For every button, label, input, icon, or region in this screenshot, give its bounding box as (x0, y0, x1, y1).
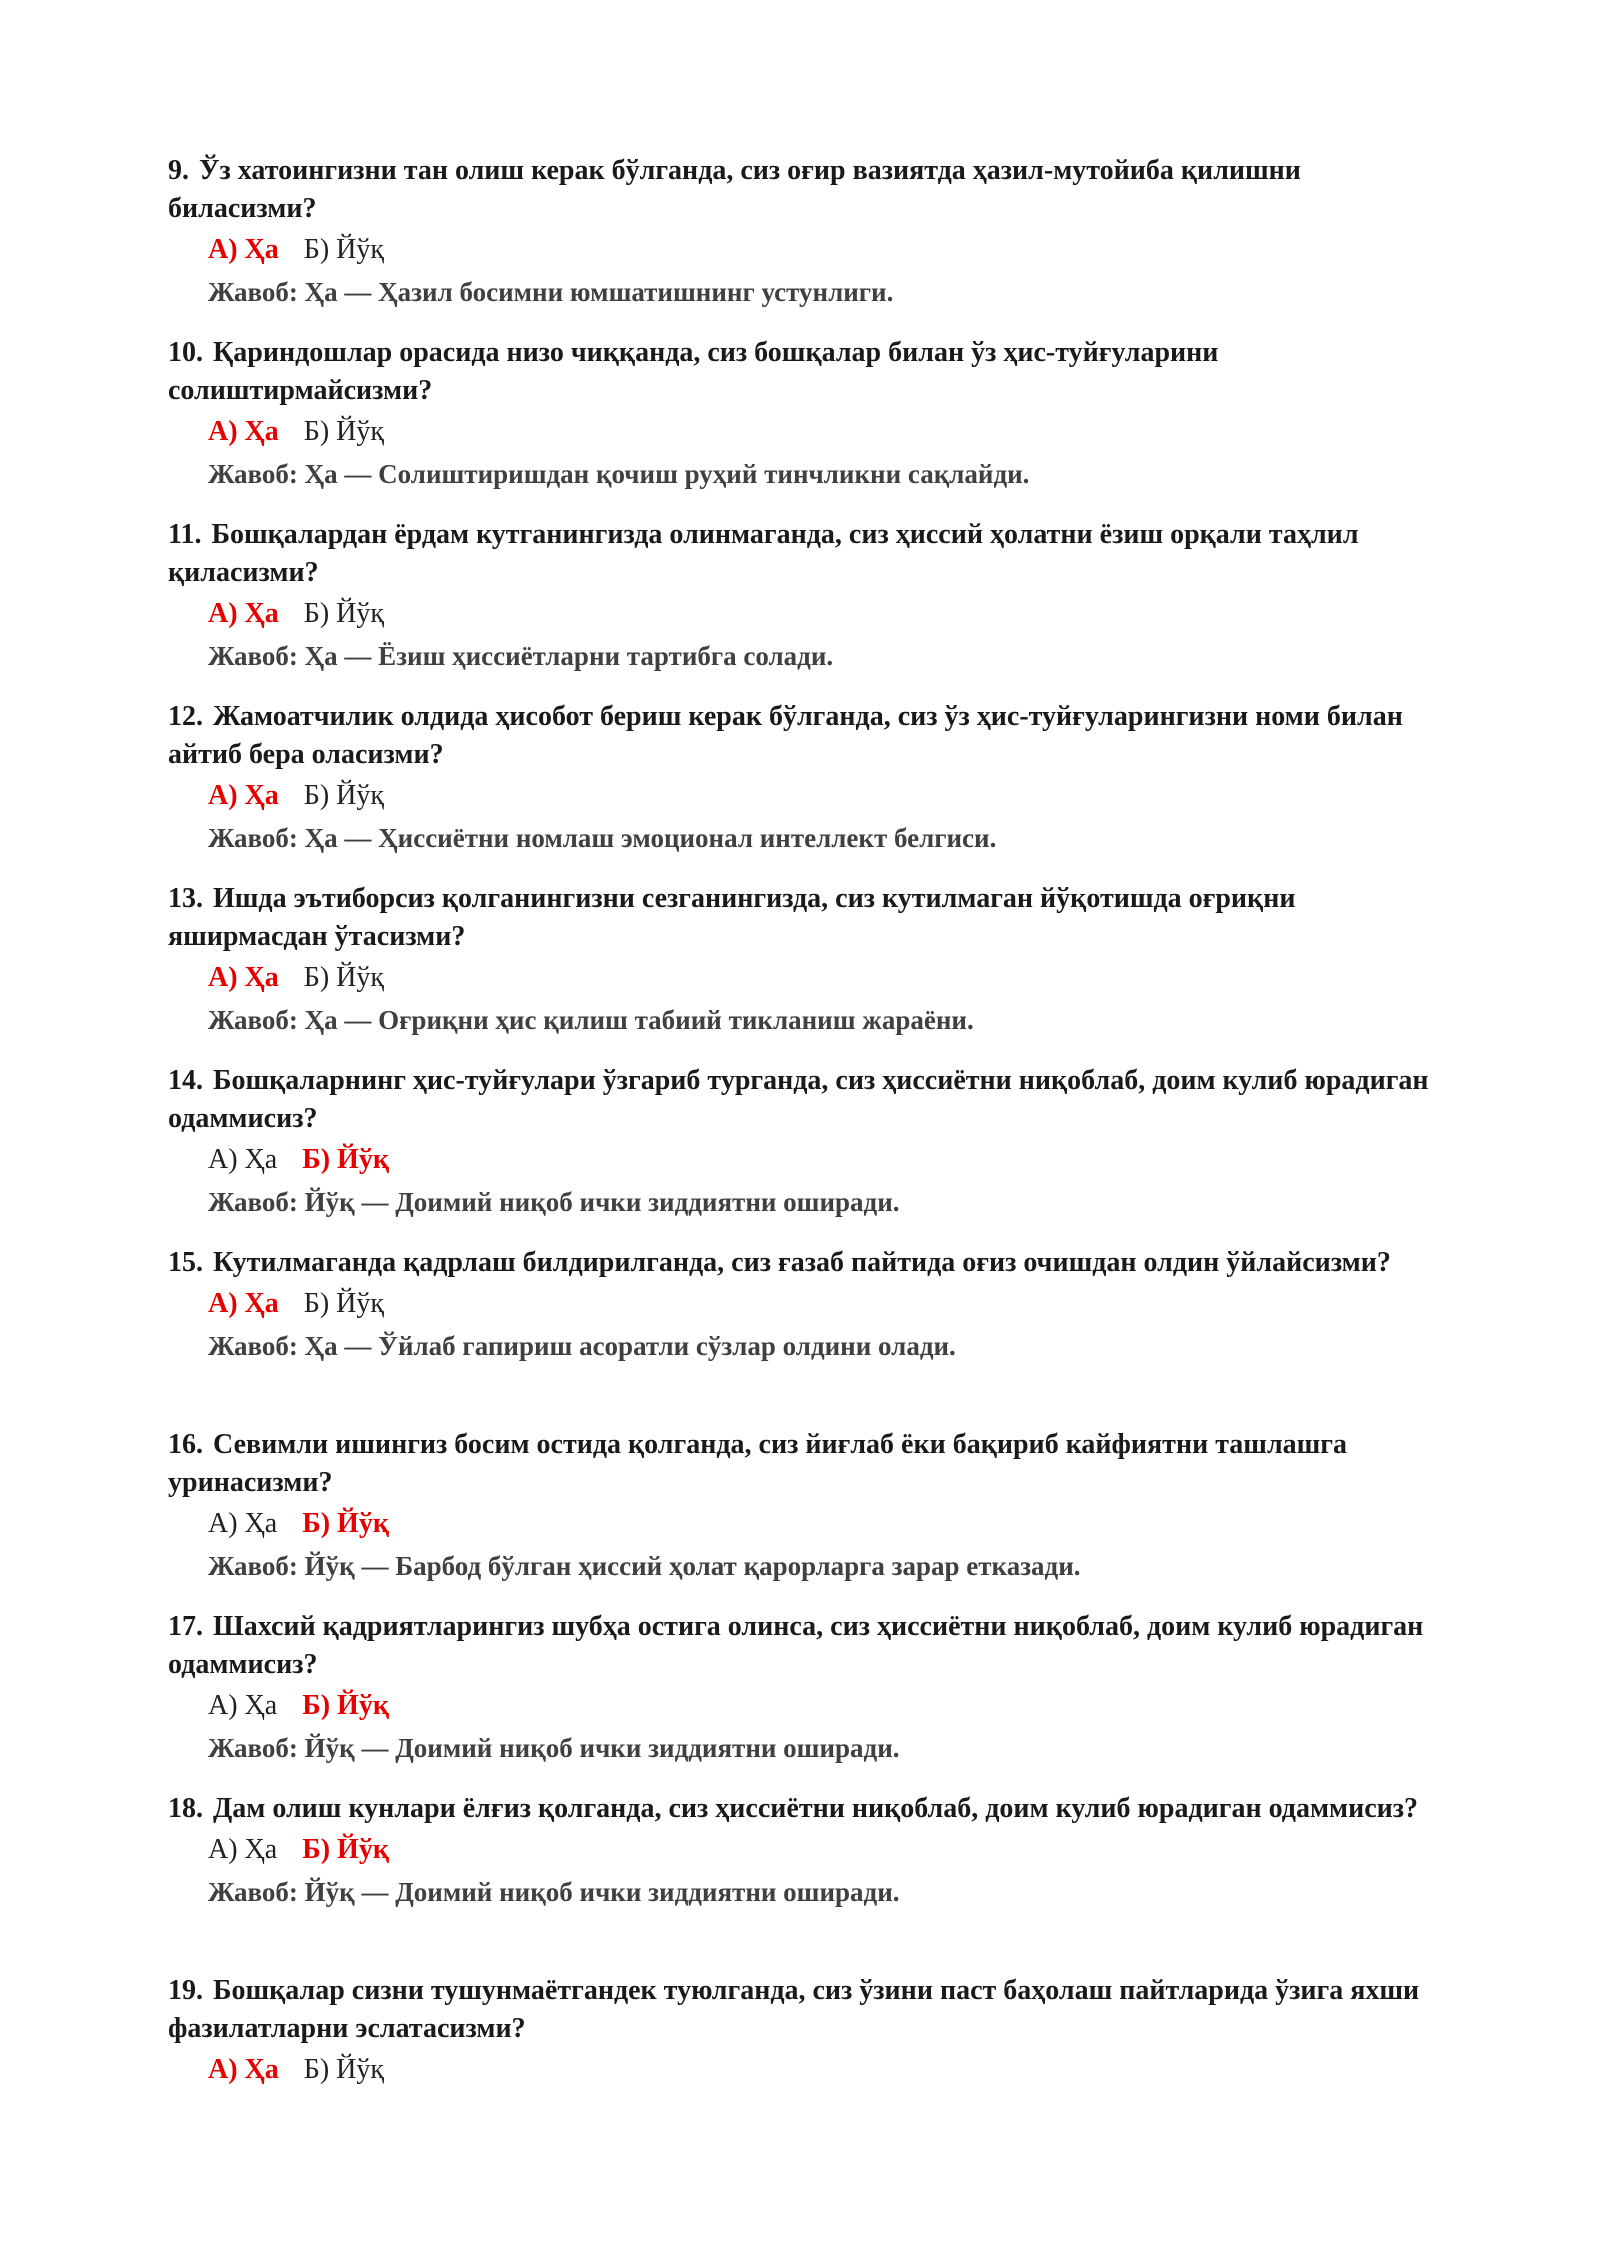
option-a: А) Ҳа (208, 1144, 278, 1175)
question-number: 12. (168, 701, 203, 732)
answer-explanation: Жавоб: Йўқ — Доимий ниқоб ички зиддиятни оширади. (208, 1733, 900, 1763)
answer-explanation: Жавоб: Ҳа — Ёзиш ҳиссиётларни тартибга солади. (208, 641, 834, 671)
question-item (168, 880, 1448, 1062)
question-body: Шахсий қадриятларингиз шубҳа остига олинса, сиз ҳиссиётни ниқоблаб, доим кулиб юрадиган одаммисиз? (168, 1611, 1424, 1680)
question-text (168, 334, 1448, 410)
answer-options (208, 412, 1448, 452)
answer-explanation: Жавоб: Йўқ — Доимий ниқоб ички зиддиятни оширади. (208, 1187, 900, 1217)
answer-options (208, 776, 1448, 816)
question-body: Қариндошлар орасида низо чиққанда, сиз бошқалар билан ўз ҳис-туйғуларини солиштирмайсизми? (168, 337, 1219, 406)
question-text (168, 1244, 1448, 1282)
question-text (168, 1062, 1448, 1138)
question-list (168, 152, 1448, 2154)
question-item (168, 1244, 1448, 1426)
answer-explanation: Жавоб: Ҳа — Ўйлаб гапириш асоратли сўзлар олдини олади. (208, 1331, 956, 1361)
option-b: Б) Йўқ (303, 962, 384, 993)
question-text (168, 698, 1448, 774)
answer-explanation: Жавоб: Ҳа — Ҳиссиётни номлаш эмоционал интеллект белгиси. (208, 823, 997, 853)
question-item (168, 1972, 1448, 2154)
answer-options (208, 1140, 1448, 1180)
question-item (168, 1608, 1448, 1790)
option-a: А) Ҳа (208, 780, 279, 811)
question-body: Бошқаларнинг ҳис-туйғулари ўзгариб турганда, сиз ҳиссиётни ниқоблаб, доим кулиб юрадиган одаммисиз? (168, 1065, 1429, 1134)
question-body: Ишда эътиборсиз қолганингизни сезганингизда, сиз кутилмаган йўқотишда оғриқни яширмасдан ўтасизми? (168, 883, 1296, 952)
question-item (168, 1062, 1448, 1244)
option-a: А) Ҳа (208, 2054, 279, 2085)
answer-options (208, 2050, 1448, 2090)
question-body: Жамоатчилик олдида ҳисобот бериш керак бўлганда, сиз ўз ҳис-туйғуларингизни номи билан айтиб бера оласизми? (168, 701, 1403, 770)
question-item (168, 1790, 1448, 1972)
question-body: Бошқалардан ёрдам кутганингизда олинмаганда, сиз ҳиссий ҳолатни ёзиш орқали таҳлил қиласизми? (168, 519, 1359, 588)
question-number: 9. (168, 155, 189, 186)
answer-explanation: Жавоб: Ҳа — Оғриқни ҳис қилиш табиий тикланиш жараёни. (208, 1005, 974, 1035)
question-number: 11. (168, 519, 202, 550)
question-body: Севимли ишингиз босим остида қолганда, сиз йиғлаб ёки бақириб кайфиятни ташлашга уринасизми? (168, 1429, 1347, 1498)
option-a: А) Ҳа (208, 234, 279, 265)
answer-explanation: Жавоб: Йўқ — Доимий ниқоб ички зиддиятни оширади. (208, 1877, 900, 1907)
question-number: 13. (168, 883, 203, 914)
question-text (168, 516, 1448, 592)
question-text (168, 880, 1448, 956)
answer-explanation: Жавоб: Ҳа — Солиштиришдан қочиш руҳий тинчликни сақлайди. (208, 459, 1030, 489)
option-a: А) Ҳа (208, 1834, 278, 1865)
answer-options (208, 1504, 1448, 1544)
question-text (168, 152, 1448, 228)
question-item (168, 1426, 1448, 1608)
answer-options (208, 1830, 1448, 1870)
question-text (168, 1608, 1448, 1684)
option-a: А) Ҳа (208, 962, 279, 993)
question-text (168, 1790, 1448, 1828)
question-item (168, 152, 1448, 334)
question-number: 14. (168, 1065, 203, 1096)
option-a: А) Ҳа (208, 1288, 279, 1319)
question-body: Кутилмаганда қадрлаш билдирилганда, сиз ғазаб пайтида оғиз очишдан олдин ўйлайсизми? (213, 1247, 1391, 1278)
option-b: Б) Йўқ (303, 598, 384, 629)
question-body: Бошқалар сизни тушунмаётгандек туюлганда, сиз ўзини паст баҳолаш пайтларида ўзига яхши фазилатларни эслатасизми? (168, 1975, 1420, 2044)
answer-options (208, 958, 1448, 998)
question-item (168, 516, 1448, 698)
answer-explanation: Жавоб: Ҳа — Ҳазил босимни юмшатишнинг устунлиги. (208, 277, 894, 307)
answer-explanation: Жавоб: Йўқ — Барбод бўлган ҳиссий ҳолат қарорларга зарар етказади. (208, 1551, 1081, 1581)
question-number: 15. (168, 1247, 203, 1278)
option-b: Б) Йўқ (303, 780, 384, 811)
option-b: Б) Йўқ (303, 1288, 384, 1319)
answer-options (208, 1686, 1448, 1726)
question-text (168, 1426, 1448, 1502)
option-a: А) Ҳа (208, 1690, 278, 1721)
question-item (168, 698, 1448, 880)
option-b: Б) Йўқ (303, 234, 384, 265)
option-b: Б) Йўқ (302, 1144, 389, 1175)
question-text (168, 1972, 1448, 2048)
answer-options (208, 1284, 1448, 1324)
option-b: Б) Йўқ (302, 1690, 389, 1721)
question-number: 19. (168, 1975, 203, 2006)
answer-options (208, 230, 1448, 270)
option-a: А) Ҳа (208, 1508, 278, 1539)
option-b: Б) Йўқ (303, 2054, 384, 2085)
option-b: Б) Йўқ (302, 1508, 389, 1539)
answer-options (208, 594, 1448, 634)
question-number: 16. (168, 1429, 203, 1460)
question-number: 17. (168, 1611, 203, 1642)
question-body: Ўз хатоингизни тан олиш керак бўлганда, сиз оғир вазиятда ҳазил-мутойиба қилишни биласизми? (168, 155, 1301, 224)
option-b: Б) Йўқ (302, 1834, 389, 1865)
option-a: А) Ҳа (208, 598, 279, 629)
question-number: 18. (168, 1793, 203, 1824)
option-b: Б) Йўқ (303, 416, 384, 447)
option-a: А) Ҳа (208, 416, 279, 447)
question-body: Дам олиш кунлари ёлғиз қолганда, сиз ҳиссиётни ниқоблаб, доим кулиб юрадиган одаммисиз? (213, 1793, 1419, 1824)
question-number: 10. (168, 337, 203, 368)
question-item (168, 334, 1448, 516)
